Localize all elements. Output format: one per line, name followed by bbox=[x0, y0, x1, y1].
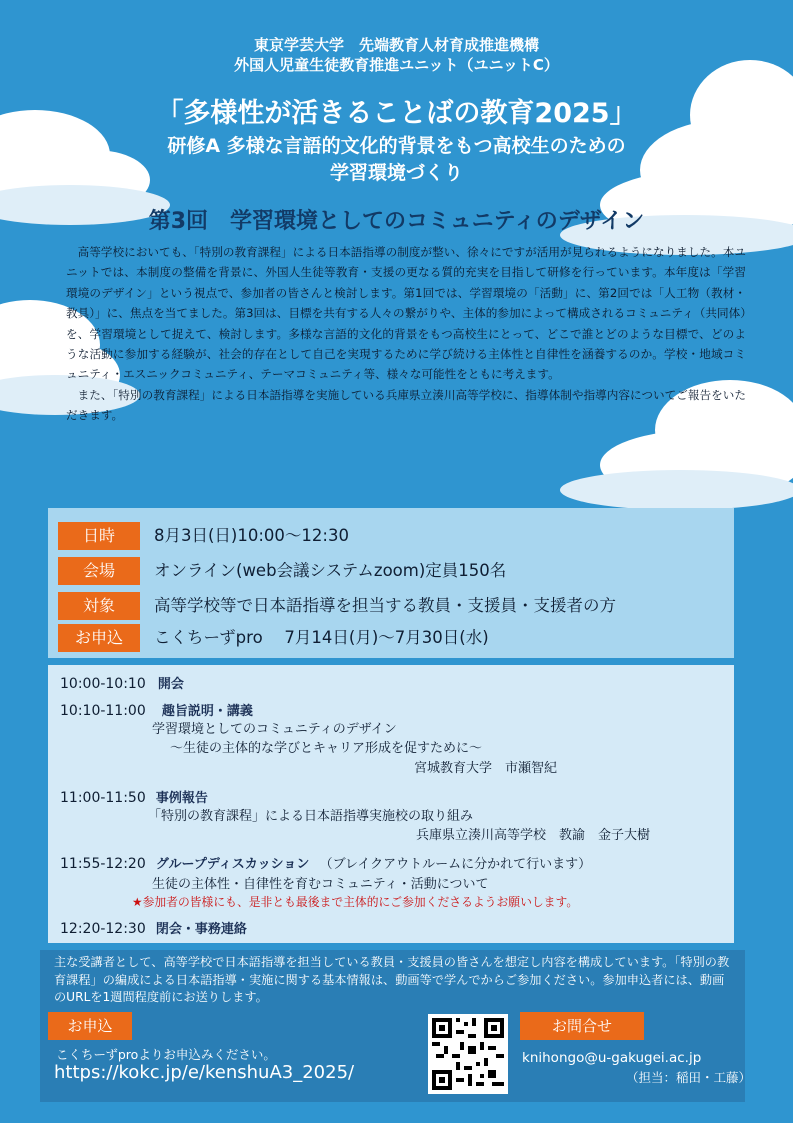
application-description: 主な受講者として、高等学校で日本語指導を担当している教員・支援員の皆さんを想定し内容を構成しています。「特別の教育課程」の編成による日本語指導・実施に関する基本情報は、動画等で学んでからご参加ください。参加申込者には、動画のURLを1週間程度前にお送りします。 bbox=[54, 955, 730, 1004]
program-title: 閉会・事務連絡 bbox=[155, 922, 247, 937]
organization bbox=[0, 35, 793, 75]
program-title: 事例報告 bbox=[155, 791, 208, 806]
subtitle bbox=[0, 133, 793, 187]
apply-url-link[interactable]: https://kokc.jp/e/kenshuA3_2025/ bbox=[54, 1062, 355, 1083]
program-title: 開会 bbox=[157, 677, 184, 692]
venue-label: 会場 bbox=[58, 557, 140, 585]
apply-label: お申込 bbox=[58, 624, 140, 652]
lecture-subtopic: ～生徒の主体的な学びとキャリア形成を促すために～ bbox=[170, 741, 483, 756]
info-row-target bbox=[58, 592, 728, 620]
lecture-speaker: 宮城教育大学 市瀬智紀 bbox=[414, 761, 558, 776]
program-time: 12:20-12:30 bbox=[60, 921, 146, 937]
discussion-note: （ブレイクアウトルームに分かれて行います） bbox=[319, 857, 592, 872]
venue-value: オンライン(web会議システムzoom)定員150名 bbox=[154, 561, 507, 580]
date-value: 8月3日(日)10:00～12:30 bbox=[154, 526, 349, 545]
program-time: 10:10-11:00 bbox=[60, 703, 146, 719]
info-row-apply bbox=[58, 624, 728, 652]
main-title: 「多様性が活きることばの教育2025」 bbox=[156, 98, 637, 129]
subtitle-line-1: 研修A 多様な言語的文化的背景をもつ高校生のための bbox=[167, 135, 626, 157]
target-label: 対象 bbox=[58, 592, 140, 620]
contact-email[interactable]: knihongo@u-gakugei.ac.jp bbox=[522, 1050, 702, 1066]
program-item-opening bbox=[60, 676, 184, 693]
info-row-date bbox=[58, 522, 728, 550]
contact-person: （担当：稲田・工藤） bbox=[626, 1070, 752, 1085]
target-value: 高等学校等で日本語指導を担当する教員・支援員・支援者の方 bbox=[154, 596, 616, 615]
program-title: 趣旨説明・講義 bbox=[161, 704, 253, 719]
report-topic: 「特別の教育課程」による日本語指導実施校の取り組み bbox=[148, 809, 474, 824]
intro-text bbox=[66, 242, 746, 426]
discussion-topic: 生徒の主体性・自律性を育むコミュニティ・活動について bbox=[152, 877, 489, 892]
program-title: グループディスカッション bbox=[155, 857, 310, 872]
info-row-venue bbox=[58, 557, 728, 585]
org-line-2: 外国人児童生徒教育推進ユニット（ユニットC） bbox=[234, 56, 559, 74]
org-line-1: 東京学芸大学 先端教育人材育成推進機構 bbox=[253, 36, 539, 54]
application-section bbox=[40, 950, 752, 1102]
program-time: 11:55-12:20 bbox=[60, 856, 146, 872]
apply-instruction: こくちーずproよりお申込みください。 bbox=[56, 1047, 276, 1062]
intro-paragraph-2: また、「特別の教育課程」による日本語指導を実施している兵庫県立湊川高等学校に、指導体制や指導内容についてご報告をいただきます。 bbox=[66, 387, 746, 423]
intro-paragraph-1: 高等学校においても、「特別の教育課程」による日本語指導の制度が整い、徐々にですが活用が見られるようになりました。本ユニットでは、本制度の整備を背景に、外国人生徒等教育・支援の更なる質的充実を目指して研修を行っています。本年度は「学習環境のデザイン」という視点で、参加者の皆さんと検討します。第1回では、学習環境の「活動」に、第2回では「人工物（教材・教具）」に、焦点を当てました。第3回は、目標を共有する人々の繋がりや、主体的参加によって構成されるコミュニティ（共同体）を、学習環境として捉えて、検討します。多様な言語的文化的背景をもつ高校生にとって、どこで誰とどのような目標で、どのような活動に参加する経験が、社会的存在として自己を実現するために学び続ける主体性と自律性を涵養するのか。学校・地域コミュニティ・エスニックコミュニティ、テーマコミュニティ等、様々な可能性をともに考えます。 bbox=[66, 245, 746, 382]
program-item-report bbox=[60, 790, 208, 807]
participation-notice: ★参加者の皆様にも、是非とも最後まで主体的にご参加くださるようお願いします。 bbox=[132, 895, 579, 909]
contact-label: お問合せ bbox=[520, 1012, 644, 1040]
qr-code-image bbox=[428, 1014, 508, 1094]
session-title: 第3回 学習環境としてのコミュニティのデザイン bbox=[148, 209, 645, 234]
program-item-lecture bbox=[60, 703, 253, 720]
report-speaker: 兵庫県立湊川高等学校 教諭 金子大樹 bbox=[416, 828, 651, 843]
date-label: 日時 bbox=[58, 522, 140, 550]
program-panel bbox=[48, 665, 734, 943]
apply-value: こくちーずpro 7月14日(月)～7月30日(水) bbox=[154, 628, 489, 647]
qr-code[interactable] bbox=[428, 1014, 508, 1094]
program-time: 11:00-11:50 bbox=[60, 790, 146, 806]
program-item-discussion bbox=[60, 856, 591, 873]
event-info-panel bbox=[48, 508, 734, 658]
lecture-topic: 学習環境としてのコミュニティのデザイン bbox=[152, 722, 397, 737]
program-time: 10:00-10:10 bbox=[60, 676, 146, 692]
program-item-closing bbox=[60, 921, 247, 938]
subtitle-line-2: 学習環境づくり bbox=[329, 162, 463, 184]
apply-button[interactable]: お申込 bbox=[48, 1012, 132, 1040]
